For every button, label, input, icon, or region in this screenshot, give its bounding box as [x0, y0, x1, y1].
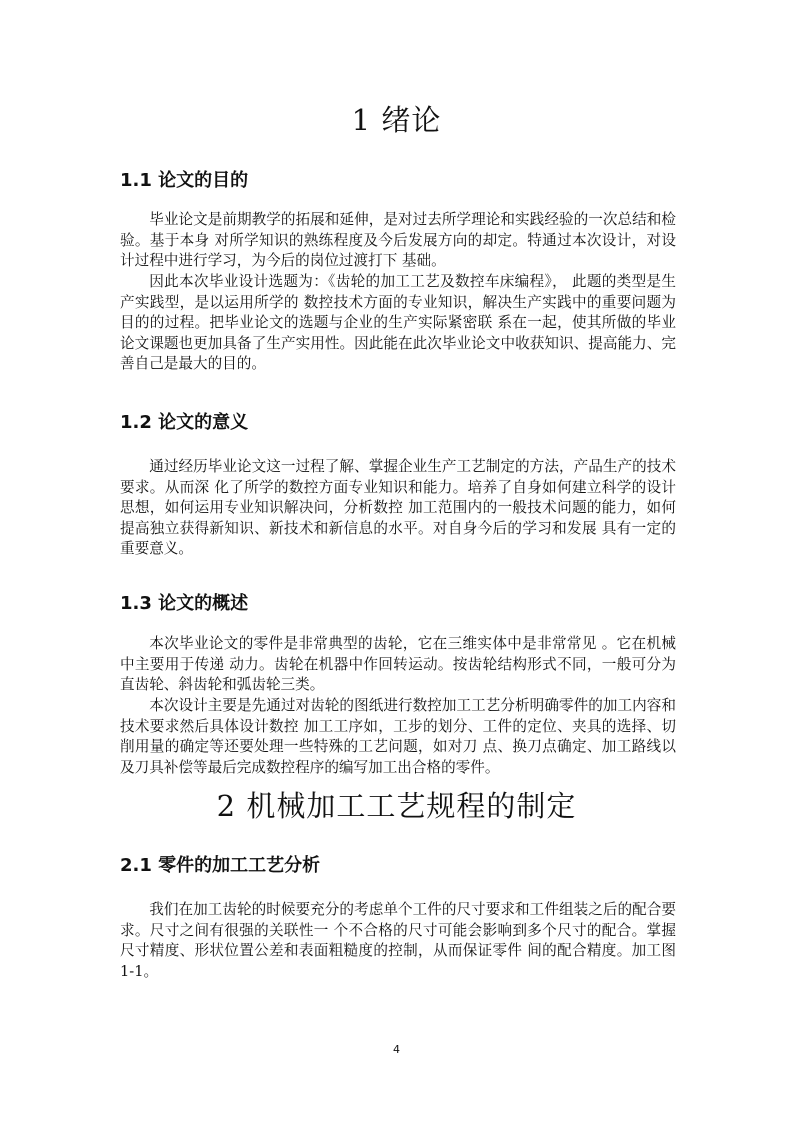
section-1-2-heading: 1.2 论文的意义 — [120, 412, 249, 433]
section-2-1-heading: 2.1 零件的加工工艺分析 — [120, 855, 321, 876]
chapter-2-title: 2 机械加工工艺规程的制定 — [216, 789, 577, 823]
section-1-3-paragraph-2: 本次设计主要是先通过对齿轮的图纸进行数控加工工艺分析明确零件的加工内容和技术要求然后具体设计数控 加工工序如，工步的划分、工件的定位、夹具的选择、切削用量的确定等还要处理一些特殊的工艺问题，如对刀 点、换刀点确定、加工路线以及刀具补偿等最后完成数控程序的编写加工出合格的零件。 — [120, 697, 676, 776]
section-1-1-paragraph-1: 毕业论文是前期教学的拓展和延伸，是对过去所学理论和实践经验的一次总结和检验。基于本身 对所学知识的熟练程度及今后发展方向的却定。特通过本次设计，对设计过程中进行学习，为今后的岗位过渡打下 基础。 — [120, 211, 676, 270]
section-1-3-paragraph-1: 本次毕业论文的零件是非常典型的齿轮，它在三维实体中是非常常见 。它在机械中主要用于传递 动力。齿轮在机器中作回转运动。按齿轮结构形式不同，一般可分为直齿轮、斜齿轮和弧齿轮三类。 — [120, 635, 676, 694]
section-1-1-paragraph-2: 因此本次毕业设计选题为：《齿轮的加工工艺及数控车床编程》， 此题的类型是生产实践型，是以运用所学的 数控技术方面的专业知识，解决生产实践中的重要问题为目的的过程。把毕业论文的选题与企业的生产实际紧密联 系在一起，使其所做的毕业论文课题也更加具备了生产实用性。因此能在此次毕业论文中收获知识、提高能力、完 善自己是最大的目的。 — [120, 273, 676, 373]
page-number: 4 — [393, 1043, 400, 1056]
section-2-1-paragraph-1: 我们在加工齿轮的时候要充分的考虑单个工件的尺寸要求和工件组装之后的配合要求。尺寸之间有很强的关联性一 个不合格的尺寸可能会影响到多个尺寸的配合。掌握尺寸精度、形状位置公差和表面粗糙度的控制，从而保证零件 间的配合精度。加工图 1-1。 — [120, 901, 676, 980]
section-1-2-paragraph-1: 通过经历毕业论文这一过程了解、掌握企业生产工艺制定的方法，产品生产的技术要求。从而深 化了所学的数控方面专业知识和能力。培养了自身如何建立科学的设计思想，如何运用专业知识解决问，分析数控 加工范围内的一般技术问题的能力，如何提高独立获得新知识、新技术和新信息的水平。对自身今后的学习和发展 具有一定的重要意义。 — [120, 458, 676, 558]
section-1-3-heading: 1.3 论文的概述 — [120, 593, 249, 614]
section-1-1-heading: 1.1 论文的目的 — [120, 170, 249, 191]
chapter-1-title: 1 绪论 — [351, 103, 442, 137]
